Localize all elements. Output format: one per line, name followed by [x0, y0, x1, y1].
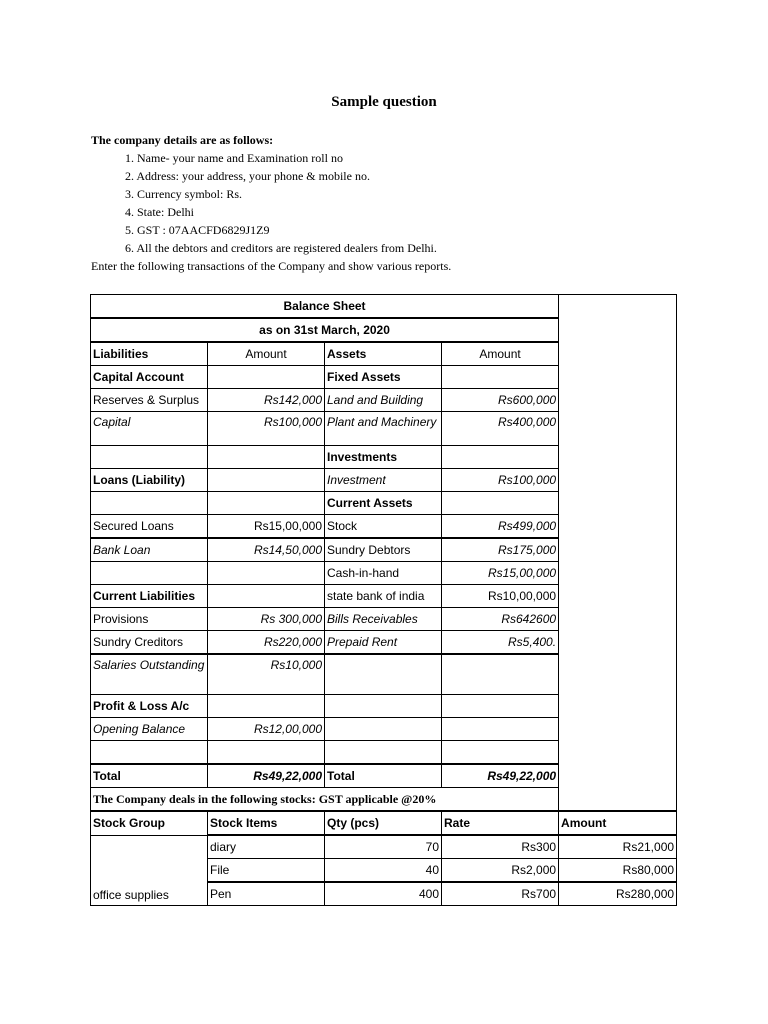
liability-cell: Salaries Outstanding [91, 654, 208, 695]
stock-note: The Company deals in the following stocks: GST applicable @20% [91, 788, 677, 812]
asset-amount: Rs175,000 [442, 538, 559, 562]
assets-header: Assets [325, 342, 442, 366]
stock-row [91, 835, 677, 859]
asset-amount [442, 695, 559, 718]
asset-amount [442, 718, 559, 741]
stock-qty: 400 [325, 882, 442, 906]
table-row [91, 295, 677, 319]
details-heading: The company details are as follows: [91, 133, 274, 147]
asset-cell [325, 741, 442, 765]
amount-header: Amount [208, 342, 325, 366]
liability-cell: Loans (Liability) [91, 469, 208, 492]
stock-group-cell: office supplies [91, 835, 208, 906]
liability-amount: Rs100,000 [208, 412, 325, 446]
stock-rate: Rs300 [442, 835, 559, 859]
balance-sheet-table [90, 294, 677, 906]
stock-qty: 70 [325, 835, 442, 859]
asset-amount: Rs600,000 [442, 389, 559, 412]
asset-amount: Rs5,400. [442, 631, 559, 655]
stock-item: diary [208, 835, 325, 859]
liability-amount: Rs12,00,000 [208, 718, 325, 741]
asset-cell: Investment [325, 469, 442, 492]
qty-header: Qty (pcs) [325, 811, 442, 835]
liability-amount [208, 492, 325, 515]
liability-amount [208, 446, 325, 469]
details-list [91, 149, 451, 257]
detail-item: 4. State: Delhi [125, 205, 194, 219]
asset-amount: Rs499,000 [442, 515, 559, 539]
asset-cell [325, 695, 442, 718]
liability-amount [208, 562, 325, 585]
asset-cell: Bills Receivables [325, 608, 442, 631]
asset-amount: Rs100,000 [442, 469, 559, 492]
liability-amount: Rs15,00,000 [208, 515, 325, 539]
liability-cell [91, 446, 208, 469]
liability-amount: Rs 300,000 [208, 608, 325, 631]
asset-cell: Stock [325, 515, 442, 539]
liability-amount: Rs14,50,000 [208, 538, 325, 562]
liability-cell: Secured Loans [91, 515, 208, 539]
liability-cell [91, 492, 208, 515]
detail-item: 2. Address: your address, your phone & mobile no. [125, 169, 370, 183]
asset-amount: Rs10,00,000 [442, 585, 559, 608]
liability-cell: Current Liabilities [91, 585, 208, 608]
liability-cell: Provisions [91, 608, 208, 631]
liability-amount: Rs10,000 [208, 654, 325, 695]
asset-cell: Sundry Debtors [325, 538, 442, 562]
liability-cell: Capital Account [91, 366, 208, 389]
stock-amount-header: Amount [559, 811, 677, 835]
asset-amount [442, 654, 559, 695]
balance-sheet-date: as on 31st March, 2020 [91, 318, 559, 342]
liability-amount [208, 695, 325, 718]
asset-amount [442, 366, 559, 389]
asset-amount: Rs642600 [442, 608, 559, 631]
asset-cell: Land and Building [325, 389, 442, 412]
stock-group-header: Stock Group [91, 811, 208, 835]
liability-amount [208, 741, 325, 765]
asset-cell [325, 654, 442, 695]
asset-cell: Prepaid Rent [325, 631, 442, 655]
liability-amount: Rs220,000 [208, 631, 325, 655]
liabilities-total-amount: Rs49,22,000 [208, 764, 325, 788]
liability-cell: Sundry Creditors [91, 631, 208, 655]
stock-qty: 40 [325, 859, 442, 883]
detail-item: 6. All the debtors and creditors are registered dealers from Delhi. [125, 241, 437, 255]
detail-item: 1. Name- your name and Examination roll no [125, 151, 343, 165]
empty-side-column [559, 295, 677, 812]
liability-cell [91, 562, 208, 585]
assets-total-label: Total [325, 764, 442, 788]
liability-cell: Capital [91, 412, 208, 446]
asset-cell: Current Assets [325, 492, 442, 515]
asset-cell: Cash-in-hand [325, 562, 442, 585]
assets-total-amount: Rs49,22,000 [442, 764, 559, 788]
liability-cell [91, 741, 208, 765]
stock-rate: Rs2,000 [442, 859, 559, 883]
asset-cell: Fixed Assets [325, 366, 442, 389]
company-details [91, 131, 451, 275]
asset-cell [325, 718, 442, 741]
liability-amount [208, 585, 325, 608]
amount-header: Amount [442, 342, 559, 366]
stock-header-row [91, 811, 677, 835]
balance-sheet-title: Balance Sheet [91, 295, 559, 319]
stock-rate: Rs700 [442, 882, 559, 906]
stock-items-header: Stock Items [208, 811, 325, 835]
detail-item: 3. Currency symbol: Rs. [125, 187, 242, 201]
liability-amount: Rs142,000 [208, 389, 325, 412]
liability-cell: Opening Balance [91, 718, 208, 741]
asset-cell: state bank of india [325, 585, 442, 608]
stock-item: Pen [208, 882, 325, 906]
instruction-text: Enter the following transactions of the Company and show various reports. [91, 259, 452, 273]
asset-amount [442, 741, 559, 765]
asset-amount [442, 492, 559, 515]
liability-cell: Reserves & Surplus [91, 389, 208, 412]
liability-amount [208, 469, 325, 492]
asset-amount [442, 446, 559, 469]
page-title: Sample question [331, 94, 437, 110]
asset-cell: Plant and Machinery [325, 412, 442, 446]
stock-amount: Rs80,000 [559, 859, 677, 883]
liability-amount [208, 366, 325, 389]
stock-amount: Rs280,000 [559, 882, 677, 906]
stock-note-row [91, 788, 677, 812]
detail-item: 5. GST : 07AACFD6829J1Z9 [125, 223, 270, 237]
liability-cell: Profit & Loss A/c [91, 695, 208, 718]
liabilities-header: Liabilities [91, 342, 208, 366]
asset-amount: Rs15,00,000 [442, 562, 559, 585]
stock-amount: Rs21,000 [559, 835, 677, 859]
rate-header: Rate [442, 811, 559, 835]
asset-cell: Investments [325, 446, 442, 469]
liability-cell: Bank Loan [91, 538, 208, 562]
asset-amount: Rs400,000 [442, 412, 559, 446]
liabilities-total-label: Total [91, 764, 208, 788]
stock-item: File [208, 859, 325, 883]
